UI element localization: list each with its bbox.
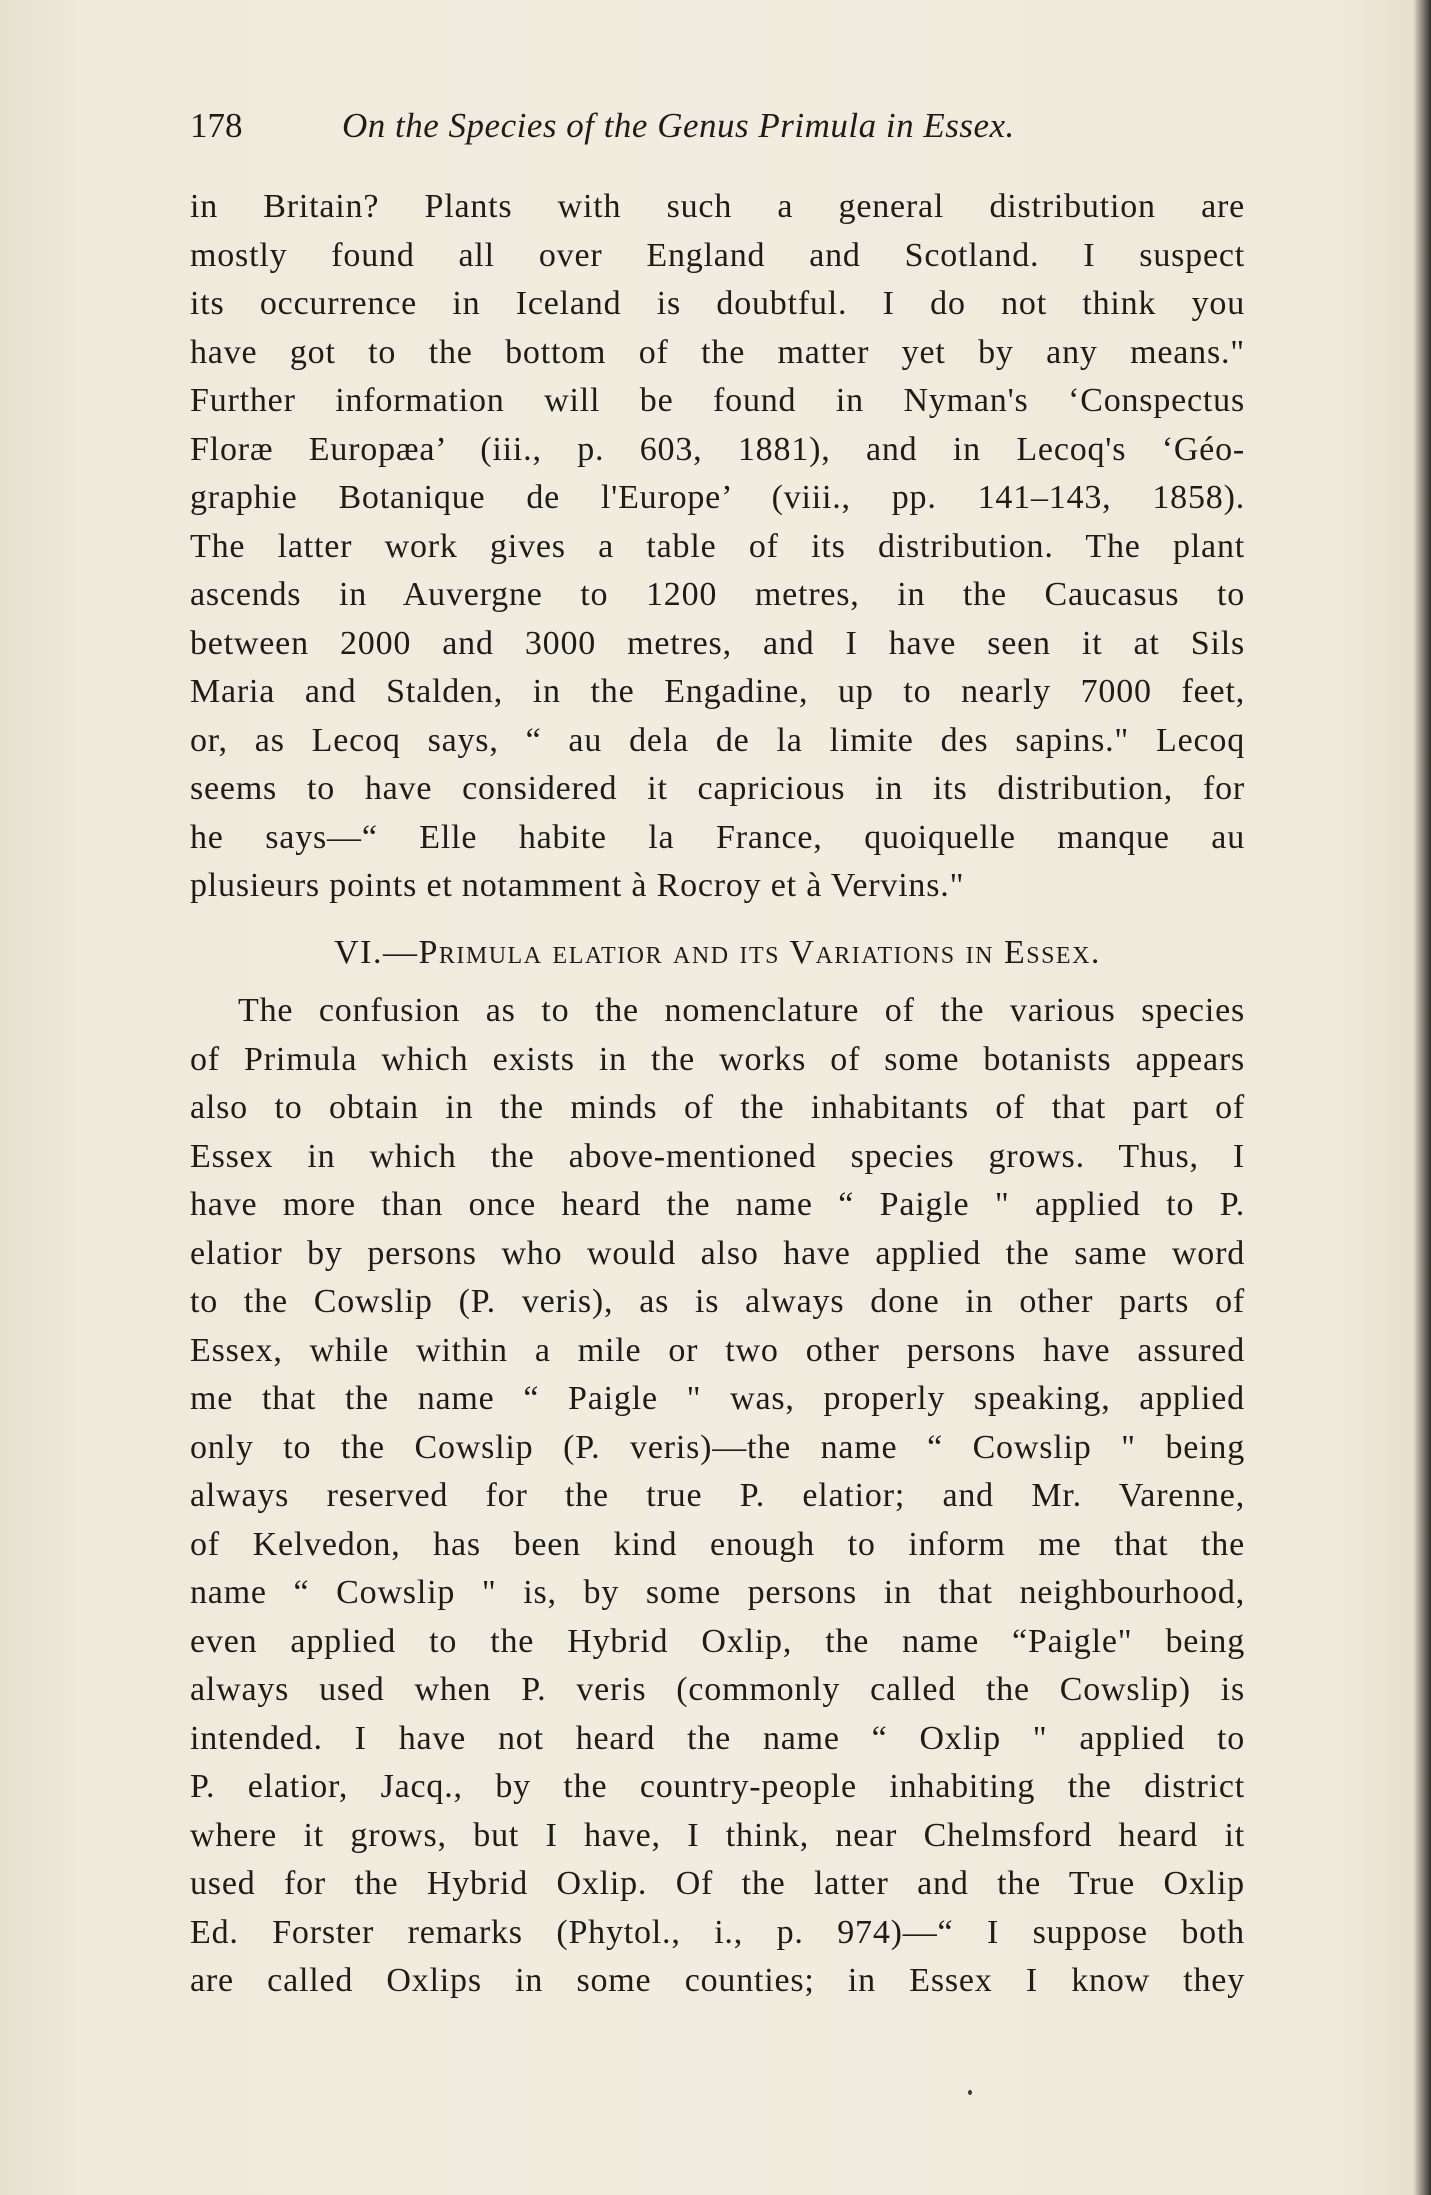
text-line: Essex, while within a mile or two other persons have assured xyxy=(190,1331,1245,1369)
text-line: elatior by persons who would also have applied the same word xyxy=(190,1234,1245,1272)
text-line: mostly found all over England and Scotland. I suspect xyxy=(190,236,1245,274)
paper-speck xyxy=(968,2090,972,2095)
text-line: ascends in Auvergne to 1200 metres, in the Caucasus to xyxy=(190,576,1245,613)
section-numeral: VI.— xyxy=(334,933,419,971)
text-line: intended. I have not heard the name “ Oxlip " applied to xyxy=(190,1719,1245,1757)
section-title: Primula elatior and its Variations in Essex. xyxy=(418,933,1101,971)
running-head: On the Species of the Genus Primula in Essex. xyxy=(342,106,1015,145)
text-line: its occurrence in Iceland is doubtful. I do not think you xyxy=(190,285,1245,322)
text-line: where it grows, but I have, I think, near Chelmsford heard it xyxy=(190,1816,1245,1854)
section-heading xyxy=(190,929,1245,978)
text-line: in Britain? Plants with such a general distribution are xyxy=(190,188,1245,225)
text-line: have got to the bottom of the matter yet by any means." xyxy=(190,333,1245,371)
text-line-first: The confusion as to the nomenclature of the various species xyxy=(238,992,1245,1029)
text-line: Floræ Europæa’ (iii., p. 603, 1881), and in Lecoq's ‘Géo- xyxy=(190,430,1245,468)
text-line: are called Oxlips in some counties; in Essex I know they xyxy=(190,1962,1245,1999)
text-line: Ed. Forster remarks (Phytol., i., p. 974)—“ I suppose both xyxy=(190,1913,1245,1951)
text-line: between 2000 and 3000 metres, and I have seen it at Sils xyxy=(190,624,1245,662)
text-line: graphie Botanique de l'Europe’ (viii., pp. 141–143, 1858). xyxy=(190,479,1245,516)
text-line: Further information will be found in Nyman's ‘Conspectus xyxy=(190,382,1245,419)
text-line: of Kelvedon, has been kind enough to inform me that the xyxy=(190,1525,1245,1563)
paragraph-nomenclature xyxy=(190,987,1245,2006)
text-line: also to obtain in the minds of the inhabitants of that part of xyxy=(190,1089,1245,1126)
text-line: always used when P. veris (commonly called the Cowslip) is xyxy=(190,1671,1245,1708)
text-line: even applied to the Hybrid Oxlip, the name “Paigle" being xyxy=(190,1622,1245,1660)
text-line: Essex in which the above-mentioned species grows. Thus, I xyxy=(190,1137,1245,1175)
text-line: seems to have considered it capricious in its distribution, for xyxy=(190,770,1245,807)
text-line-last: plusieurs points et notamment à Rocroy et à Vervins." xyxy=(190,867,965,904)
text-line: only to the Cowslip (P. veris)—the name “ Cowslip " being xyxy=(190,1428,1245,1466)
paragraph-quotation-continuation xyxy=(190,183,1245,911)
text-line: or, as Lecoq says, “ au dela de la limite des sapins." Lecoq xyxy=(190,721,1245,759)
text-line: name “ Cowslip " is, by some persons in that neighbourhood, xyxy=(190,1574,1245,1611)
text-line: me that the name “ Paigle " was, properly speaking, applied xyxy=(190,1380,1245,1417)
text-line: to the Cowslip (P. veris), as is always done in other parts of xyxy=(190,1283,1245,1320)
body-text xyxy=(190,183,1245,2006)
page-header xyxy=(190,106,1250,156)
text-line: always reserved for the true P. elatior; and Mr. Varenne, xyxy=(190,1477,1245,1514)
page-number: 178 xyxy=(190,106,243,145)
text-line: have more than once heard the name “ Paigle " applied to P. xyxy=(190,1186,1245,1223)
text-line: P. elatior, Jacq., by the country-people inhabiting the district xyxy=(190,1768,1245,1805)
text-line: The latter work gives a table of its distribution. The plant xyxy=(190,527,1245,565)
page-edge-shadow xyxy=(1413,0,1431,2195)
text-line: he says—“ Elle habite la France, quoiquelle manque au xyxy=(190,818,1245,856)
text-line: used for the Hybrid Oxlip. Of the latter and the True Oxlip xyxy=(190,1865,1245,1902)
text-line: of Primula which exists in the works of some botanists appears xyxy=(190,1040,1245,1078)
text-line: Maria and Stalden, in the Engadine, up to nearly 7000 feet, xyxy=(190,673,1245,710)
